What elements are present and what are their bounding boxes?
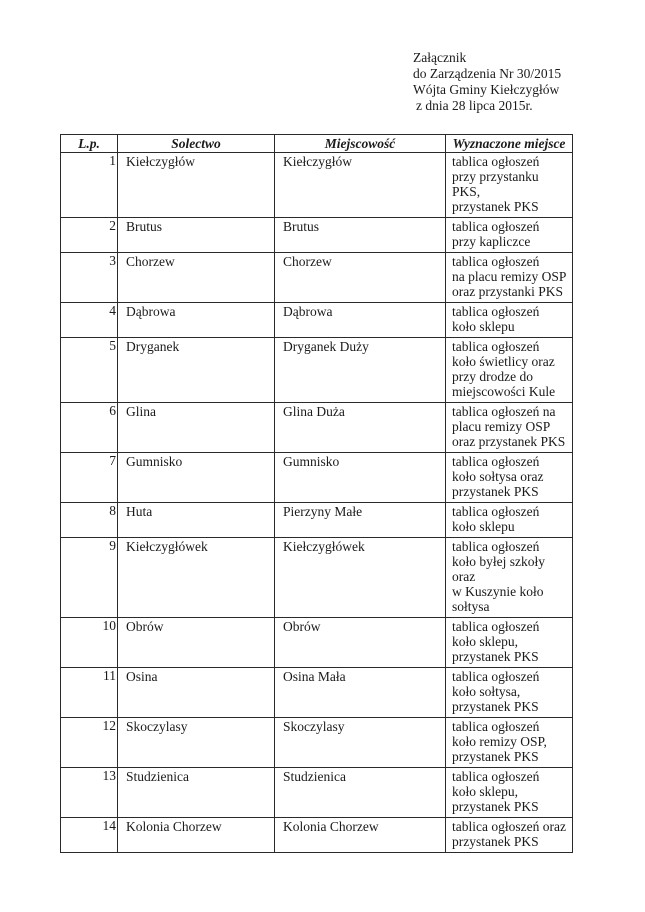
wyznaczone-miejsce-cell — [446, 453, 573, 503]
solectwo-cell: Kolonia Chorzew — [118, 818, 275, 853]
wyznaczone-miejsce-cell — [446, 768, 573, 818]
location-line: tablica ogłoszeń — [452, 669, 540, 684]
location-line: tablica ogłoszeń — [452, 254, 540, 269]
wyznaczone-miejsce-cell — [446, 153, 573, 218]
miejscowosc-cell: Pierzyny Małe — [275, 503, 446, 538]
wyznaczone-miejsce-cell — [446, 618, 573, 668]
location-line: koło sklepu, — [452, 784, 518, 799]
issuer: Wójta Gminy Kiełczygłów — [413, 82, 560, 97]
wyznaczone-miejsce-cell — [446, 303, 573, 338]
table-header-row — [61, 135, 573, 153]
wyznaczone-miejsce-cell — [446, 668, 573, 718]
row-number: 11 — [61, 668, 118, 718]
wyznaczone-miejsce-cell — [446, 818, 573, 853]
row-number: 12 — [61, 718, 118, 768]
location-line: przystanek PKS — [452, 834, 539, 849]
location-line: placu remizy OSP — [452, 419, 551, 434]
table-row — [61, 218, 573, 253]
wyznaczone-miejsce-cell — [446, 253, 573, 303]
table-row — [61, 303, 573, 338]
miejscowosc-cell: Brutus — [275, 218, 446, 253]
column-header-miejscowosc: Miejscowość — [275, 135, 446, 153]
miejscowosc-cell: Kiełczygłówek — [275, 538, 446, 618]
location-line: tablica ogłoszeń — [452, 719, 540, 734]
column-header-lp: L.p. — [61, 135, 118, 153]
table-row — [61, 538, 573, 618]
location-line: koło sklepu — [452, 319, 515, 334]
row-number: 7 — [61, 453, 118, 503]
issue-date: z dnia 28 lipca 2015r. — [416, 98, 533, 113]
table-row — [61, 768, 573, 818]
row-number: 8 — [61, 503, 118, 538]
solectwo-cell: Brutus — [118, 218, 275, 253]
wyznaczone-miejsce-cell — [446, 338, 573, 403]
location-line: tablica ogłoszeń — [452, 539, 540, 554]
miejscowosc-cell: Kiełczygłów — [275, 153, 446, 218]
miejscowosc-cell: Chorzew — [275, 253, 446, 303]
solectwo-cell: Huta — [118, 503, 275, 538]
location-line: przystanek PKS — [452, 199, 539, 214]
location-line: przystanek PKS — [452, 749, 539, 764]
location-line: koło sołtysa, — [452, 684, 521, 699]
miejscowosc-cell: Studzienica — [275, 768, 446, 818]
location-line: tablica ogłoszeń — [452, 154, 540, 169]
row-number: 13 — [61, 768, 118, 818]
solectwo-cell: Glina — [118, 403, 275, 453]
location-line: tablica ogłoszeń — [452, 504, 540, 519]
location-line: przystanek PKS — [452, 649, 539, 664]
row-number: 3 — [61, 253, 118, 303]
table-row — [61, 503, 573, 538]
location-line: miejscowości Kule — [452, 384, 556, 399]
column-header-solectwo: Solectwo — [118, 135, 275, 153]
solectwo-cell: Chorzew — [118, 253, 275, 303]
location-line: oraz przystanki PKS — [452, 284, 563, 299]
table-row — [61, 818, 573, 853]
location-line: koło byłej szkoły oraz — [452, 554, 545, 584]
location-line: tablica ogłoszeń — [452, 304, 540, 319]
row-number: 5 — [61, 338, 118, 403]
location-line: tablica ogłoszeń — [452, 219, 540, 234]
annex-title: Załącznik — [413, 50, 467, 65]
location-line: sołtysa — [452, 599, 490, 614]
location-line: koło sklepu, — [452, 634, 518, 649]
location-line: tablica ogłoszeń — [452, 769, 540, 784]
row-number: 1 — [61, 153, 118, 218]
miejscowosc-cell: Glina Duża — [275, 403, 446, 453]
solectwo-cell: Dąbrowa — [118, 303, 275, 338]
wyznaczone-miejsce-cell — [446, 218, 573, 253]
row-number: 2 — [61, 218, 118, 253]
notice-locations-table — [60, 134, 573, 853]
solectwo-cell: Dryganek — [118, 338, 275, 403]
solectwo-cell: Skoczylasy — [118, 718, 275, 768]
location-line: koło remizy OSP, — [452, 734, 547, 749]
column-header-wyznaczone-miejsce: Wyznaczone miejsce — [446, 135, 573, 153]
table-row — [61, 668, 573, 718]
location-line: oraz przystanek PKS — [452, 434, 566, 449]
wyznaczone-miejsce-cell — [446, 538, 573, 618]
row-number: 9 — [61, 538, 118, 618]
solectwo-cell: Osina — [118, 668, 275, 718]
wyznaczone-miejsce-cell — [446, 718, 573, 768]
solectwo-cell: Kiełczygłówek — [118, 538, 275, 618]
table-row — [61, 253, 573, 303]
miejscowosc-cell: Kolonia Chorzew — [275, 818, 446, 853]
row-number: 14 — [61, 818, 118, 853]
row-number: 4 — [61, 303, 118, 338]
miejscowosc-cell: Obrów — [275, 618, 446, 668]
table-row — [61, 453, 573, 503]
location-line: przy przystanku PKS, — [452, 169, 539, 199]
table-row — [61, 403, 573, 453]
location-line: przystanek PKS — [452, 799, 539, 814]
row-number: 10 — [61, 618, 118, 668]
wyznaczone-miejsce-cell — [446, 403, 573, 453]
miejscowosc-cell: Osina Mała — [275, 668, 446, 718]
solectwo-cell: Studzienica — [118, 768, 275, 818]
location-line: tablica ogłoszeń — [452, 619, 540, 634]
location-line: koło sklepu — [452, 519, 515, 534]
location-line: przystanek PKS — [452, 484, 539, 499]
location-line: tablica ogłoszeń — [452, 339, 540, 354]
location-line: przy drodze do — [452, 369, 533, 384]
solectwo-cell: Gumnisko — [118, 453, 275, 503]
location-line: tablica ogłoszeń na — [452, 404, 556, 419]
location-line: na placu remizy OSP — [452, 269, 567, 284]
miejscowosc-cell: Gumnisko — [275, 453, 446, 503]
location-line: przy kapliczce — [452, 234, 531, 249]
location-line: koło sołtysa oraz — [452, 469, 544, 484]
location-line: przystanek PKS — [452, 699, 539, 714]
annex-header — [413, 50, 561, 114]
location-line: tablica ogłoszeń — [452, 454, 540, 469]
table-row — [61, 153, 573, 218]
location-line: w Kuszynie koło — [452, 584, 544, 599]
ordinance-reference: do Zarządzenia Nr 30/2015 — [413, 66, 562, 81]
location-line: koło świetlicy oraz — [452, 354, 555, 369]
row-number: 6 — [61, 403, 118, 453]
wyznaczone-miejsce-cell — [446, 503, 573, 538]
solectwo-cell: Kiełczygłów — [118, 153, 275, 218]
location-line: tablica ogłoszeń oraz — [452, 819, 566, 834]
table-row — [61, 618, 573, 668]
miejscowosc-cell: Dryganek Duży — [275, 338, 446, 403]
miejscowosc-cell: Skoczylasy — [275, 718, 446, 768]
miejscowosc-cell: Dąbrowa — [275, 303, 446, 338]
solectwo-cell: Obrów — [118, 618, 275, 668]
table-row — [61, 338, 573, 403]
table-row — [61, 718, 573, 768]
